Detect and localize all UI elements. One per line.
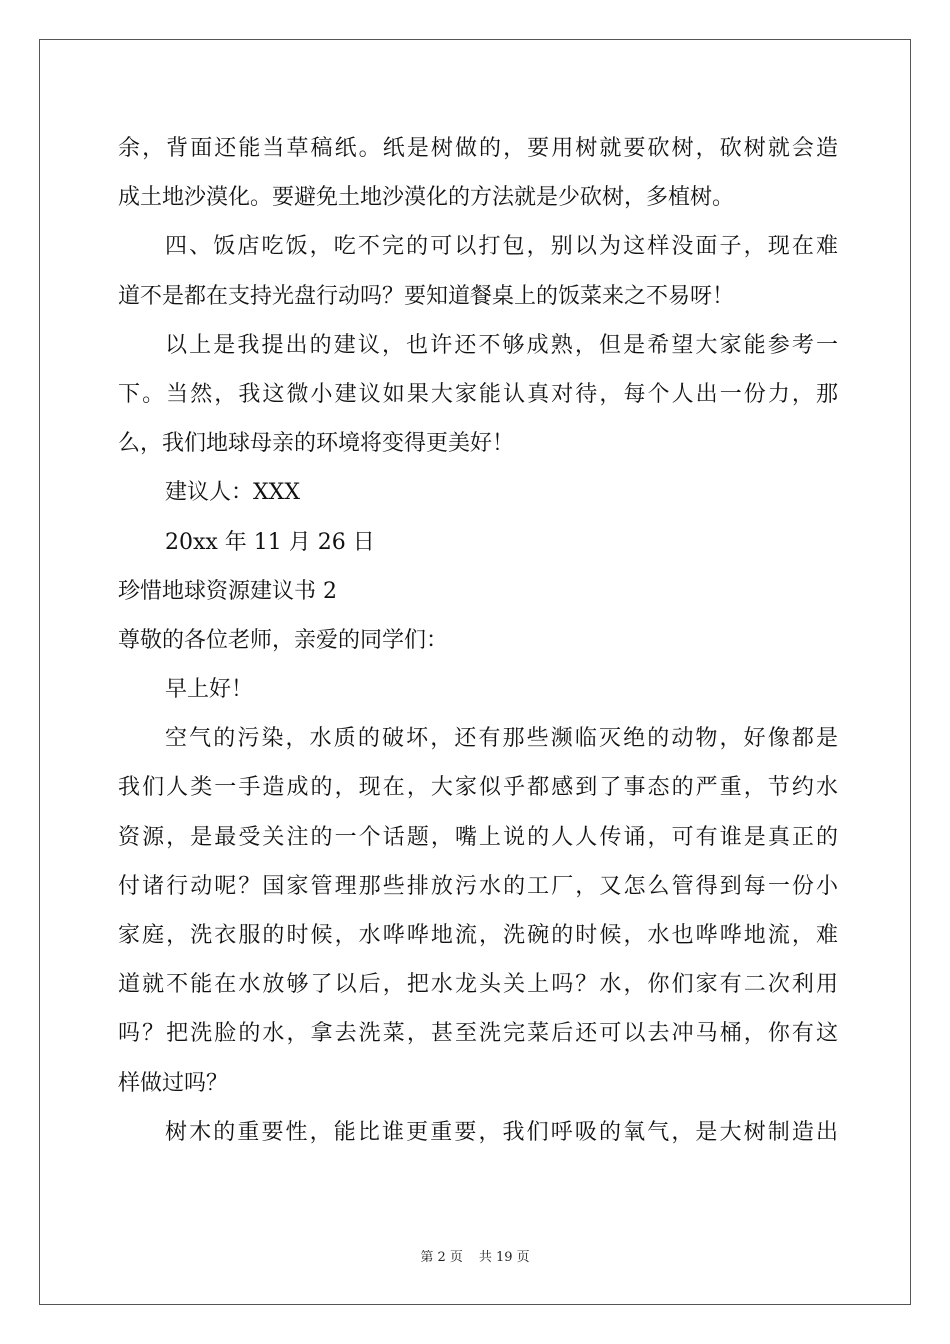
document-body xyxy=(118,124,838,1157)
text-line: 吗？把洗脸的水，拿去洗菜，甚至洗完菜后还可以去冲马桶，你有这 xyxy=(118,1021,838,1047)
text-line: 早上好！ xyxy=(165,677,254,703)
page-number: 第 2 页 xyxy=(420,1250,463,1265)
text-line: 么，我们地球母亲的环境将变得更美好！ xyxy=(118,431,515,457)
text-line: 样做过吗？ xyxy=(118,1070,229,1096)
text-line: 我们人类一手造成的，现在，大家似乎都感到了事态的严重，节约水 xyxy=(118,775,838,801)
text-line: 道就不能在水放够了以后，把水龙头关上吗？水，你们家有二次利用 xyxy=(118,972,838,998)
text-line: 家庭，洗衣服的时候，水哗哗地流，洗碗的时候，水也哗哗地流，难 xyxy=(118,923,838,948)
page-footer xyxy=(0,1246,950,1265)
text-line: 成土地沙漠化。要避免土地沙漠化的方法就是少砍树，多植树。 xyxy=(118,185,735,211)
text-line: 资源，是最受关注的一个话题，嘴上说的人人传诵，可有谁是真正的 xyxy=(118,824,838,850)
text-line: 道不是都在支持光盘行动吗？要知道餐桌上的饭菜来之不易呀！ xyxy=(118,283,735,309)
text-line: 树木的重要性，能比谁更重要，我们呼吸的氧气，是大树制造出 xyxy=(165,1119,838,1145)
text-line: 空气的污染，水质的破坏，还有那些濒临灭绝的动物，好像都是 xyxy=(165,726,838,752)
page-total: 共 19 页 xyxy=(478,1250,530,1265)
text-line: 尊敬的各位老师，亲爱的同学们： xyxy=(118,627,449,653)
text-line: 四、饭店吃饭，吃不完的可以打包，别以为这样没面子，现在难 xyxy=(165,234,838,260)
text-line: 付诸行动呢？国家管理那些排放污水的工厂，又怎么管得到每一份小 xyxy=(118,873,838,899)
text-line: 20xx 年 11 月 26 日 xyxy=(165,529,375,555)
text-line: 珍惜地球资源建议书 2 xyxy=(118,578,337,604)
text-line: 建议人：XXX xyxy=(165,480,300,506)
text-line: 以上是我提出的建议，也许还不够成熟，但是希望大家能参考一 xyxy=(165,332,838,358)
text-line: 下。当然，我这微小建议如果大家能认真对待，每个人出一份力，那 xyxy=(118,381,838,407)
text-line: 余，背面还能当草稿纸。纸是树做的，要用树就要砍树，砍树就会造 xyxy=(118,136,838,161)
